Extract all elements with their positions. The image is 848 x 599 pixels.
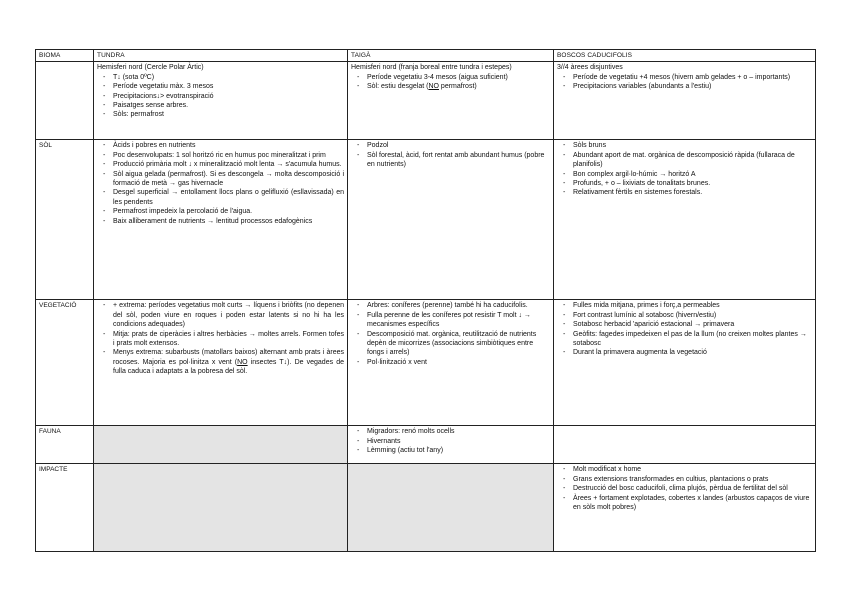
list-item: - Precipitacions↓> evotranspiració	[113, 92, 344, 101]
list-item: - Migradors: renó molts ocells	[367, 427, 550, 436]
cell-vegetacio-boscos	[554, 300, 816, 426]
cell-impacte-taiga	[348, 464, 554, 552]
row-general	[36, 62, 816, 140]
bullet-list	[557, 141, 812, 197]
cell-vegetacio-tundra	[94, 300, 348, 426]
list-item: - Bon complex argil·lo-húmic → horitzó A	[573, 170, 812, 179]
cell-fauna-boscos	[554, 426, 816, 464]
list-item: - Baix alliberament de nutrients → lentitud processos edafogènics	[113, 217, 344, 226]
row-label-impacte: IMPACTE	[36, 464, 94, 552]
bullet-list	[557, 73, 812, 92]
cell-intro: 3//4 àrees disjuntives	[557, 64, 623, 72]
list-item: - Relativament fèrtils en sistemes forestals.	[573, 188, 812, 197]
header-row	[36, 50, 816, 62]
list-item: - Grans extensions transformades en cultius, plantacions o prats	[573, 475, 812, 484]
row-label-vegetacio: VEGETACIÓ	[36, 300, 94, 426]
row-label-sol: SÒL	[36, 140, 94, 300]
bullet-list	[557, 301, 812, 357]
list-item: - Fort contrast lumínic al sotabosc (hivern/estiu)	[573, 311, 812, 320]
row-label-general	[36, 62, 94, 140]
row-fauna	[36, 426, 816, 464]
cell-fauna-taiga	[348, 426, 554, 464]
header-taiga: TAIGÀ	[348, 50, 554, 62]
list-item: - Geòfits: fagedes impedeixen el pas de la llum (no creixen moltes plantes → sotabosc	[573, 330, 812, 349]
bullet-list	[351, 141, 550, 169]
list-item: - Podzol	[367, 141, 550, 150]
list-item: - Sòls bruns	[573, 141, 812, 150]
cell-intro: Hemisferi nord (franja boreal entre tundra i estepes)	[351, 64, 512, 72]
biome-table	[35, 49, 816, 552]
cell-general-tundra	[94, 62, 348, 140]
list-item: - Lèmming (actiu tot l'any)	[367, 446, 550, 455]
row-vegetacio	[36, 300, 816, 426]
list-item: - Menys extrema: subarbusts (matollars baixos) alternant amb prats i àrees rocoses. Majoria es pol·linitza x vent (NO insectes T↓). De vegades de fulla caduca i adaptats a la pobresa del sòl.	[113, 348, 344, 376]
list-item: - Arbres: coníferes (perenne) també hi ha caducifolis.	[367, 301, 550, 310]
list-item: - Sòl aigua gelada (permafrost). Si es descongela → molta descomposició i formació de metà → gas hivernacle	[113, 170, 344, 189]
list-item: - T↓ (sota 0ºC)	[113, 73, 344, 82]
bullet-list	[557, 465, 812, 512]
list-item: - Durant la primavera augmenta la vegetació	[573, 348, 812, 357]
list-item: - Profunds, + o – lixiviats de tonalitats brunes.	[573, 179, 812, 188]
cell-impacte-tundra	[94, 464, 348, 552]
cell-sol-taiga	[348, 140, 554, 300]
list-item: - Fulles mida mitjana, primes i forç,a permeables	[573, 301, 812, 310]
list-item: - Precipitacions variables (abundants a l'estiu)	[573, 82, 812, 91]
bullet-list	[97, 141, 344, 226]
list-item: - Període vegetatiu 3-4 mesos (aigua suficient)	[367, 73, 550, 82]
list-item: - Àrees + fortament explotades, cobertes x landes (arbustos capaços de viure en sòls molt pobres)	[573, 494, 812, 513]
bullet-list	[351, 73, 550, 92]
cell-fauna-tundra	[94, 426, 348, 464]
list-item: - Sòl forestal, àcid, fort rentat amb abundant humus (pobre en nutrients)	[367, 151, 550, 170]
bullet-list	[351, 301, 550, 367]
bullet-list	[97, 301, 344, 376]
row-sol	[36, 140, 816, 300]
list-item: - Descomposició mat. orgànica, reutilització de nutrients depèn de micorrizes (associacions simbiòtiques entre fongs i arrels)	[367, 330, 550, 358]
list-item: - Sotabosc herbacid 'aparició estacional → primavera	[573, 320, 812, 329]
list-item: - Sòls: permafrost	[113, 110, 344, 119]
list-item: - Permafrost impedeix la percolació de l'aigua.	[113, 207, 344, 216]
list-item: - Abundant aport de mat. orgànica de descomposició ràpida (fullaraca de planifolis)	[573, 151, 812, 170]
list-item: - Mitja: prats de ciperàcies i altres herbàcies → moltes arrels. Formen tofes i prats molt extensos.	[113, 330, 344, 349]
header-boscos: BOSCOS CADUCIFOLIS	[554, 50, 816, 62]
header-tundra: TUNDRA	[94, 50, 348, 62]
row-impacte	[36, 464, 816, 552]
list-item: - + extrema: períodes vegetatius molt curts → líquens i briòfits (no depenen del sòl, poden viure en roques i poden estar latents si no hi ha les condicions adequades)	[113, 301, 344, 329]
list-item: - Desgel superficial → entollament llocs plans o gelifluxió (esllavissada) en les pendents	[113, 188, 344, 207]
cell-general-taiga	[348, 62, 554, 140]
header-bioma: BIOMA	[36, 50, 94, 62]
cell-general-boscos	[554, 62, 816, 140]
list-item: - Període vegetatiu màx. 3 mesos	[113, 82, 344, 91]
row-label-fauna: FAUNA	[36, 426, 94, 464]
list-item: - Producció primària molt ↓ x mineralització molt lenta → s'acumula humus.	[113, 160, 344, 169]
list-item: - Fulla perenne de les coníferes pot resistir T molt ↓ → mecanismes específics	[367, 311, 550, 330]
list-item: - Àcids i pobres en nutrients	[113, 141, 344, 150]
bullet-list	[351, 427, 550, 455]
list-item: - Destrucció del bosc caducifoli, clima plujós, pèrdua de fertilitat del sòl	[573, 484, 812, 493]
list-item: - Pol·linització x vent	[367, 358, 550, 367]
list-item: - Hivernants	[367, 437, 550, 446]
cell-impacte-boscos	[554, 464, 816, 552]
list-item: - Poc desenvolupats: 1 sol horitzó ric en humus poc mineralitzat i prim	[113, 151, 344, 160]
cell-sol-tundra	[94, 140, 348, 300]
list-item: - Sòl: estiu desgelat (NO permafrost)	[367, 82, 550, 91]
list-item: - Molt modificat x home	[573, 465, 812, 474]
cell-sol-boscos	[554, 140, 816, 300]
list-item: - Període de vegetatiu +4 mesos (hivern amb gelades + o – importants)	[573, 73, 812, 82]
list-item: - Paisatges sense arbres.	[113, 101, 344, 110]
bullet-list	[97, 73, 344, 120]
cell-vegetacio-taiga	[348, 300, 554, 426]
cell-intro: Hemisferi nord (Cercle Polar Àrtic)	[97, 64, 204, 72]
